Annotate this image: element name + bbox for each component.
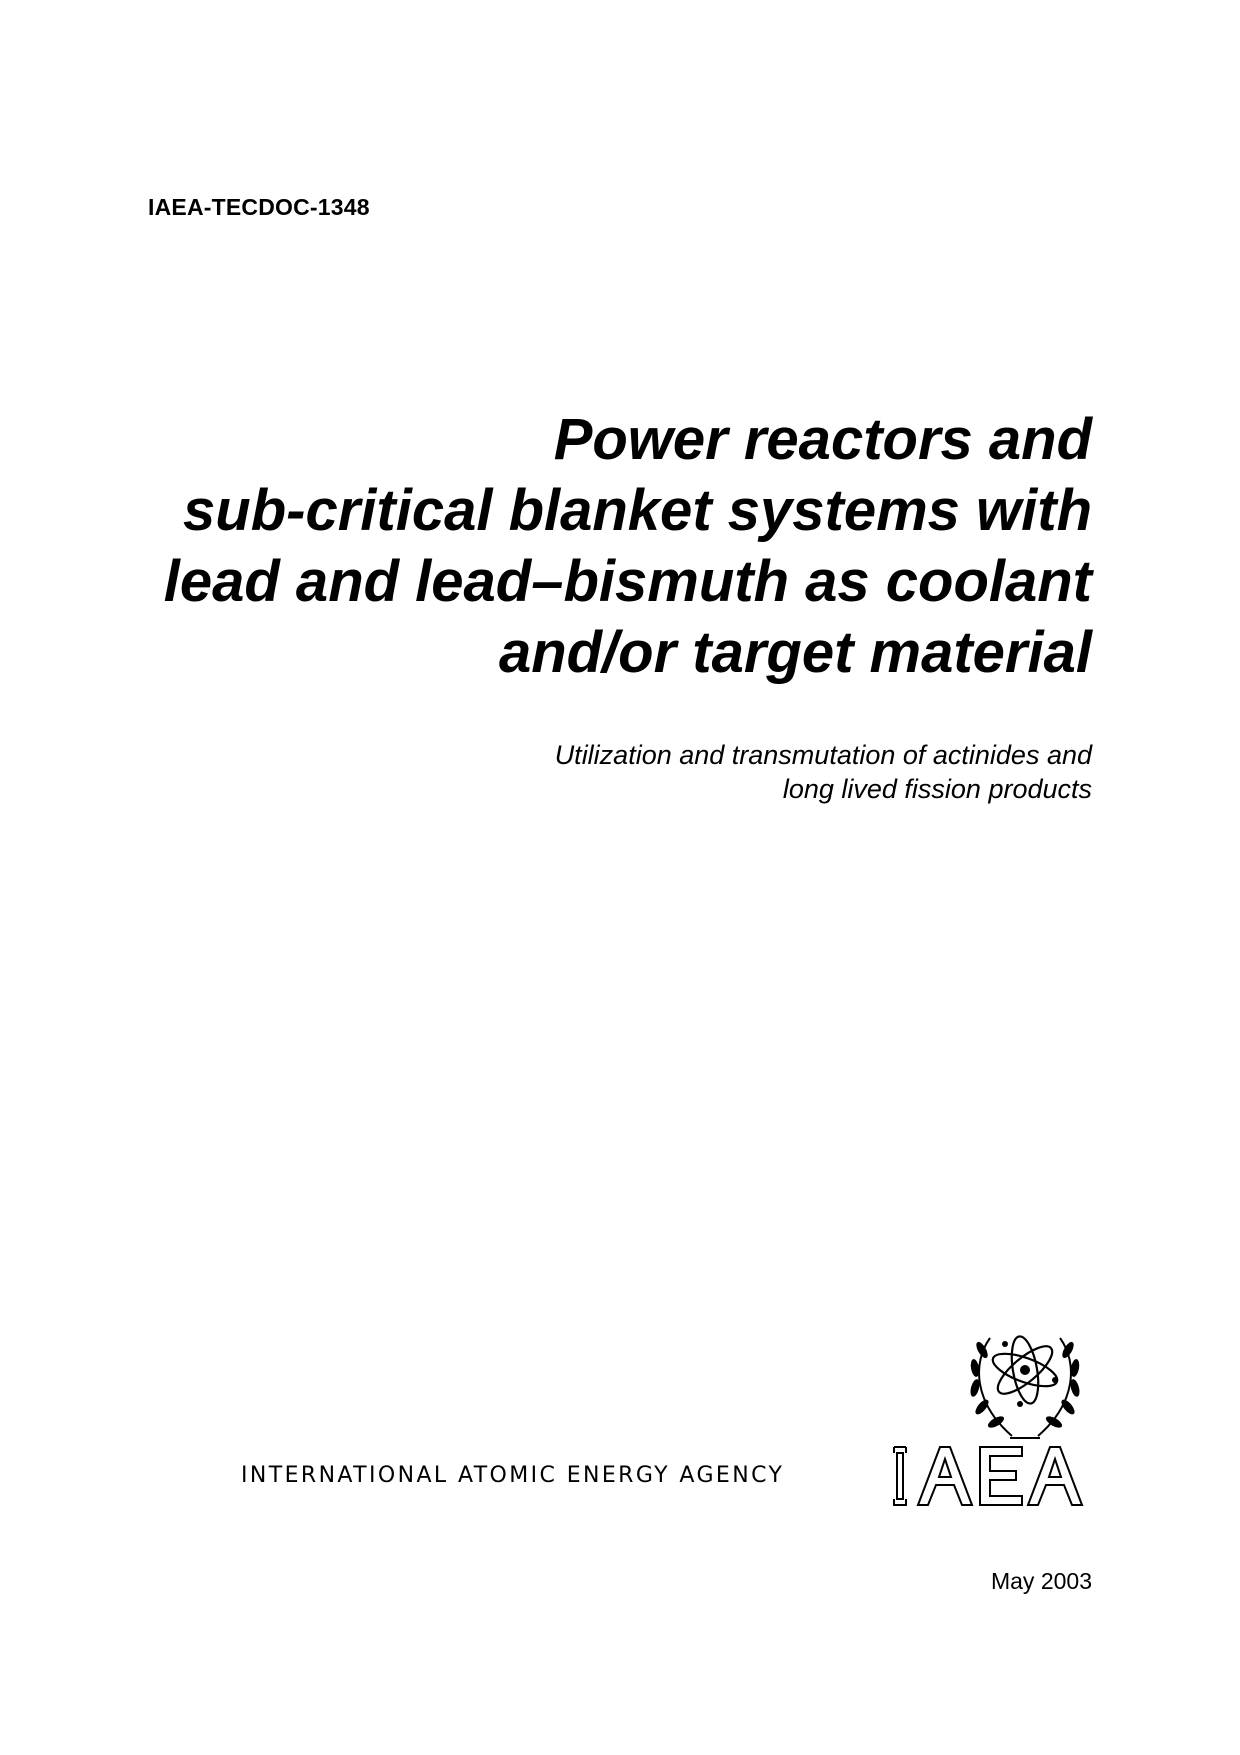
iaea-logo-icon	[888, 1443, 1088, 1509]
subtitle-line-1: Utilization and transmutation of actinides and	[554, 740, 1092, 770]
publication-date: May 2003	[990, 1568, 1092, 1594]
document-title	[92, 404, 1092, 688]
title-line-1: Power reactors and	[553, 407, 1092, 472]
document-subtitle	[292, 738, 1092, 806]
subtitle-line-2: long lived fission products	[782, 774, 1092, 804]
publisher-name: INTERNATIONAL ATOMIC ENERGY AGENCY	[241, 1463, 785, 1488]
title-line-3: lead and lead–bismuth as coolant	[163, 549, 1092, 614]
iaea-atom-laurel-emblem-icon	[960, 1318, 1090, 1448]
document-number: IAEA-TECDOC-1348	[148, 194, 370, 220]
title-line-2: sub-critical blanket systems with	[183, 478, 1092, 543]
title-line-4: and/or target material	[498, 620, 1092, 685]
